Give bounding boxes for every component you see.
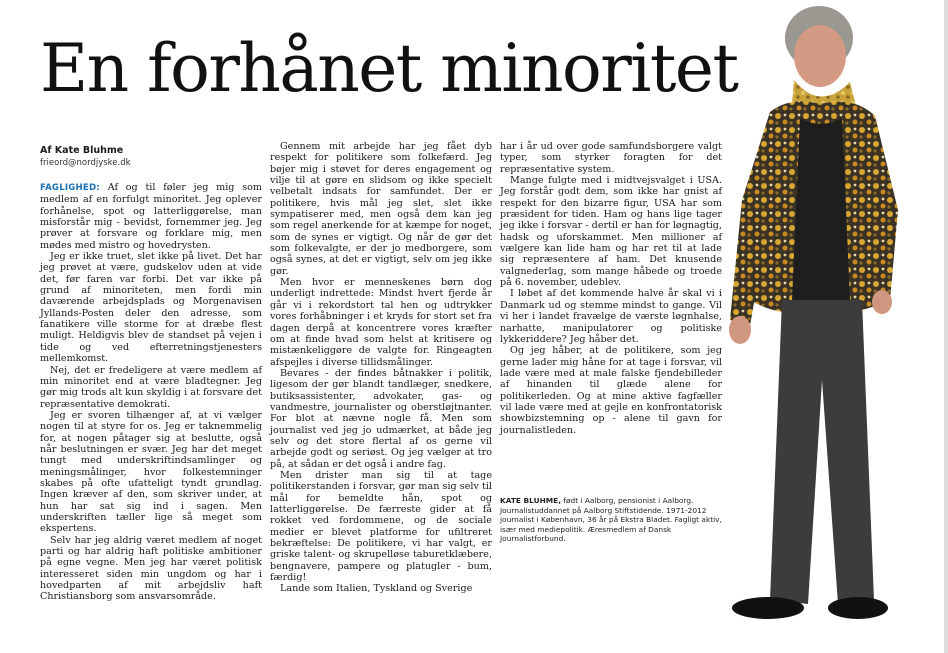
article-column-3 [500,141,722,436]
paragraph: Gennem mit arbejde har jeg fået dyb respekt for politikere som folkefærd. Jeg bøjer mig i støvet for deres engagement og vilje til at gøre en slidsom og ikke specielt velbetalt indsats for samfundet. Der er politikere, hvis mål jeg slet, slet ikke sympatiserer med, men også dem kan jeg som regel anerkende for at kæmpe for noget, som de synes er vigtigt. Og når de gør det som folkevalgte, er der jo medborgere, som også synes, at det er vigtigt, selv om jeg ikke gør. [270,141,492,277]
author-bio [500,496,722,544]
bio-name: KATE BLUHME, [500,496,562,505]
byline-author: Af Kate Bluhme [40,145,124,156]
right-shoe [828,597,888,619]
paragraph: Og jeg håber, at de politikere, som jeg gerne lader mig hånе for at tage i forsvar, vil lade være med at male falske fjendebilleder af hinanden til glæde alene for politikerleden. Og at mine aktive fagfæller vil lade være med at gejle en konfrontatorisk showbizstemning op - alene til gavn for journalistleden. [500,345,722,436]
left-shoe [732,597,804,619]
paragraph: Selv har jeg aldrig været medlem af noget parti og har aldrig haft politiske ambitioner på egne vegne. Men jeg har været politisk interesseret siden min ungdom og har i hovedparten af mit arbejdsliv haft Christiansborg som ansvarsområde. [40,534,262,603]
paragraph: Men hvor er menneskenes børn dog underligt indrettede: Mindst hvert fjerde år går vi i rekordstort tal hen og udtrykker vores forhåbninger i et kryds for stort set fra dagen derpå at koncentrere vores kræfter om at finde hvad som helst at kritisere og mistænkeliggøre de valgte for. Ringeagten afspejles i diverse tillidsmålinger. [270,277,492,368]
left-hand [729,316,751,344]
author-photo [690,0,940,653]
paragraph: Jeg er svoren tilhænger af, at vi vælger nogen til at styre for os. Jeg er taknemmelig for, at nogen påtager sig at beslutte, også når beslutningen er svær. Jeg har det meget tungt med underskriftindsamlinger og meningsmålinger, hvor folkestemninger skabes på ofte ufatteligt tyndt grundlag. Ingen kræver af den, som skriver under, at hun har sat sig ind i sagen. Men underskriften tæller lige så meget som ekspertens. [40,409,262,535]
article-column-2 [270,141,492,595]
byline-email[interactable]: frieord@nordjyske.dk [40,158,131,168]
headline: En forhånet minoritet [40,30,738,107]
face [794,25,846,87]
right-hand [872,290,892,314]
paragraph: Nej, det er fredeligere at være medlem af min minoritet end at være bladtegner. Jeg gør mig trods alt kun skyldig i at forsvare det repræsentative demokrati. [40,364,262,410]
paragraph: har i år ud over gode samfundsborgere valgt typer, som styrker foragten for det repræsentative system. [500,141,722,175]
paragraph: Jeg er ikke truet, slet ikke på livet. Det har jeg prøvet at være, gudskelov uden at vide det, før faren var forbi. Det var ikke på grund af minoriteten, men fordi min daværende arbejdsplads og Morgenavisen Jyllands-Posten deler den adresse, som fanatikere ville storme for at dræbe flest muligt. Heldigvis blev de standset på vejen i tide og ved efterretningstjenesters mellemkomst. [40,251,262,365]
black-top [792,118,850,300]
byline [40,144,260,169]
lead-paragraph [40,182,262,251]
article-column-1 [40,182,262,603]
lead-text: Af og til føler jeg mig som medlem af en forfulgt minoritet. Jeg oplever forhånelse, spot og latterliggørelse, man misforstår mig - bevidst, fornemmer jeg. Jeg prøver at forsvare og forklare mig, men mødes med mistro og hovedrysten. [40,182,262,251]
paragraph: I løbet af det kommende halve år skal vi i Danmark ud og stemme mindst to gange. Vil vi her i landet fravælge de værste løgnhalse, narhatte, manipulatorer og politiske lykkeriddere? Jeg håber det. [500,288,722,345]
paragraph: Men drister man sig til at tage politikerstanden i forsvar, gør man sig selv til mål for bemeldte hån, spot og latterliggørelse. De færreste gider at få rokket ved fordommene, og de sociale medier er blevet platforme for ufiltreret bekræftelse: De politikere, vi har valgt, er griske talent- og skrupelløse taburetklæbere, bengnavere, pampere og platugler - bum, færdig! [270,469,492,584]
paragraph: Mange fulgte med i midtvejsvalget i USA. Jeg forstår godt dem, som ikke har gnist af respekt for den bizarre figur, USA har som præsident for tiden. Ham og hans lige tager jeg ikke i forsvar - dertil er han for løgnagtig, hadsk og uforskammet. Men millioner af vælgere kan lide ham og har ret til at lade sig repræsentere af ham. Det knusende valgnederlag, som mange håbede og troede på 6. november, udeblev. [500,175,722,289]
paragraph: Lande som Italien, Tyskland og Sverige [280,583,473,595]
trousers [770,300,874,604]
bio-text: født i Aalborg, pensionist i Aalborg. Journalistuddannet på Aalborg Stiftstidende. 1971-2012 journalist i København, 36 år på Ekstra Bladet. Fagligt aktiv, især med mediepolitik. Æresmedlem af Dansk Journalistforbund. [500,496,722,544]
paragraph: Bevares - der findes båtnakker i politik, ligesom der gør blandt tandlæger, snedkere, butiksassistenter, advokater, gas- og vandmestre, journalister og oberstløjtnanter. For blot at nævne nogle få. Men som journalist ved jeg jo udmærket, at både jeg selv og det store flertal af os gerne vil arbejde godt og seriøst. Og jeg vælger at tro på, at sådan er det også i andre fag. [270,367,492,470]
kicker: FAGLIGHED: [40,183,100,193]
